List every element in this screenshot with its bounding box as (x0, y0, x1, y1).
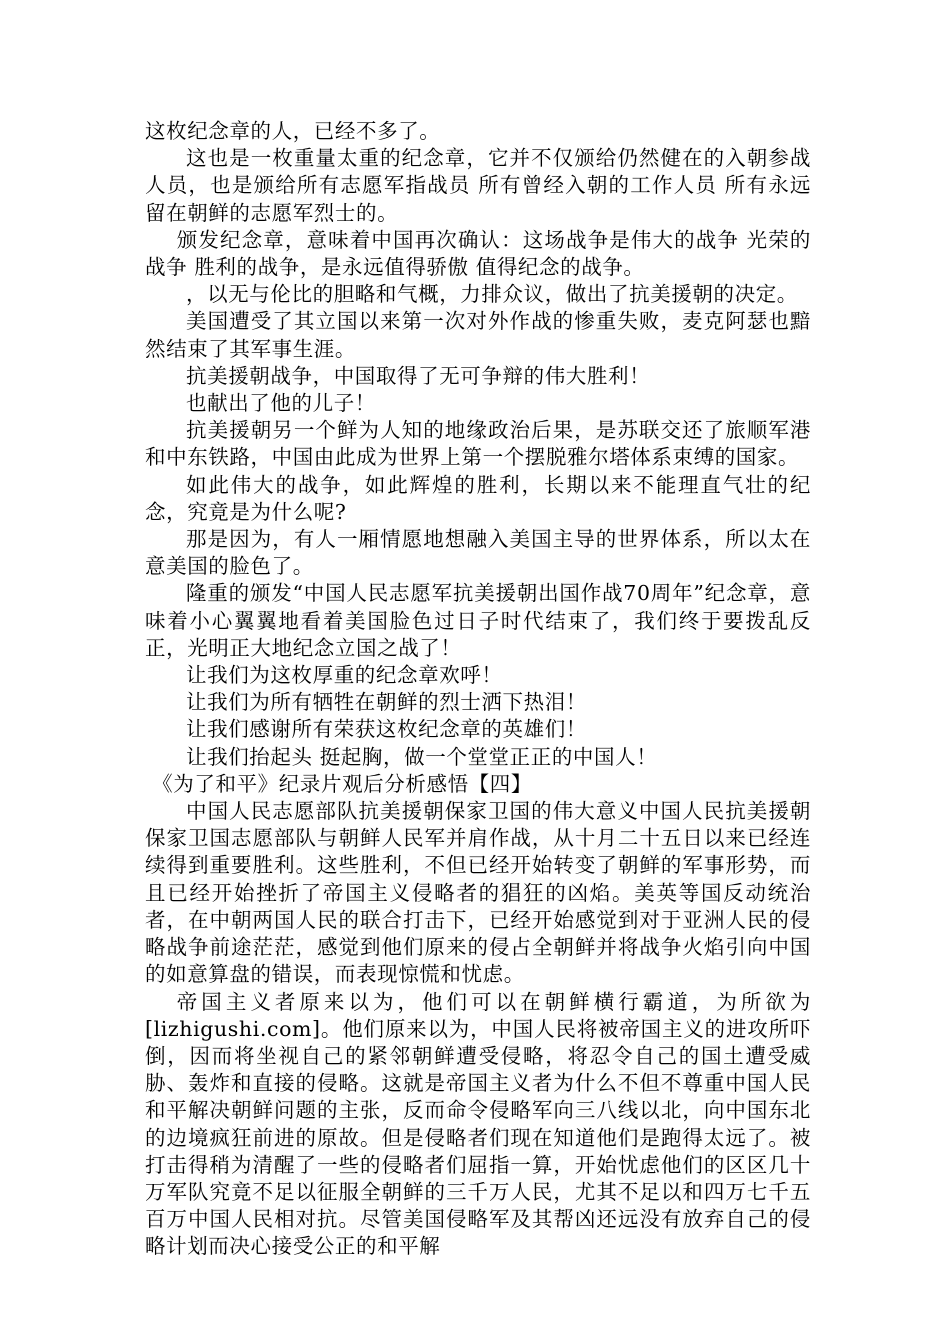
paragraph: 隆重的颁发“中国人民志愿军抗美援朝出国作战70周年”纪念章，意味着小心翼翼地看着美国脸色过日子时代结束了，我们终于要拨乱反正，光明正大地纪念立国之战了！ (145, 581, 811, 660)
document-page (145, 118, 811, 1261)
paragraph: 这枚纪念章的人，已经不多了。 (145, 119, 441, 143)
paragraph: 美国遭受了其立国以来第一次对外作战的惨重失败，麦克阿瑟也黯然结束了其军事生涯。 (145, 309, 811, 361)
paragraph: 颁发纪念章，意味着中国再次确认：这场战争是伟大的战争 光荣的战争 胜利的战争，是永远值得骄傲 值得纪念的战争。 (145, 227, 811, 280)
paragraph: 让我们抬起头 挺起胸，做一个堂堂正正的中国人！ (186, 744, 658, 769)
paragraph: 让我们为所有牺牲在朝鲜的烈士洒下热泪！ (186, 690, 587, 715)
paragraph: 让我们感谢所有荣获这枚纪念章的英雄们！ (186, 717, 587, 742)
paragraph: 帝国主义者原来以为，他们可以在朝鲜横行霸道，为所欲为[lizhigushi.com]。他们原来以为，中国人民将被帝国主义的进攻所吓倒，因而将坐视自己的紧邻朝鲜遭受侵略，将忍令自己的国土遭受威胁、轰炸和直接的侵略。这就是帝国主义者为什么不但不尊重中国人民和平解决朝鲜问题的主张，反而命令侵略军向三八线以北，向中国东北的边境疯狂前进的原故。但是侵略者们现在知道他们是跑得太远了。被打击得稍为清醒了一些的侵略者们屈指一算，开始忧虑他们的区区几十万军队究竟不足以征服全朝鲜的三千万人民，尤其不足以和四万七千五百万中国人民相对抗。尽管美国侵略军及其帮凶还远没有放弃自己的侵略计划而决心接受公正的和平解 (145, 989, 811, 1259)
paragraph: 让我们为这枚厚重的纪念章欢呼！ (186, 663, 503, 688)
paragraph: ，以无与伦比的胆略和气概，力排众议，做出了抗美援朝的决定。 (186, 282, 798, 307)
paragraph: 这也是一枚重量太重的纪念章，它并不仅颁给仍然健在的入朝参战人员，也是颁给所有志愿军指战员 所有曾经入朝的工作人员 所有永远留在朝鲜的志愿军烈士的。 (145, 146, 811, 225)
paragraph: 中国人民志愿部队抗美援朝保家卫国的伟大意义中国人民抗美援朝保家卫国志愿部队与朝鲜人民军并肩作战，从十月二十五日以来已经连续得到重要胜利。这些胜利，不但已经开始转变了朝鲜的军事形势，而且已经开始挫折了帝国主义侵略者的猖狂的凶焰。美英等国反动统治者，在中朝两国人民的联合打击下，已经开始感觉到对于亚洲人民的侵略战争前途茫茫，感觉到他们原来的侵占全朝鲜并将战争火焰引向中国的如意算盘的错误，而表现惊慌和忧虑。 (145, 799, 811, 987)
paragraph: 如此伟大的战争，如此辉煌的胜利，长期以来不能理直气壮的纪念，究竟是为什么呢? (145, 472, 811, 524)
paragraph: 那是因为，有人一厢情愿地想融入美国主导的世界体系，所以太在意美国的脸色了。 (145, 527, 811, 579)
paragraph: 抗美援朝另一个鲜为人知的地缘政治后果，是苏联交还了旅顺军港和中东铁路，中国由此成为世界上第一个摆脱雅尔塔体系束缚的国家。 (145, 418, 811, 470)
paragraph: 也献出了他的儿子！ (186, 391, 376, 416)
paragraph: 抗美援朝战争，中国取得了无可争辩的伟大胜利！ (186, 363, 651, 388)
section-heading: 《为了和平》纪录片观后分析感悟【四】 (152, 771, 532, 796)
